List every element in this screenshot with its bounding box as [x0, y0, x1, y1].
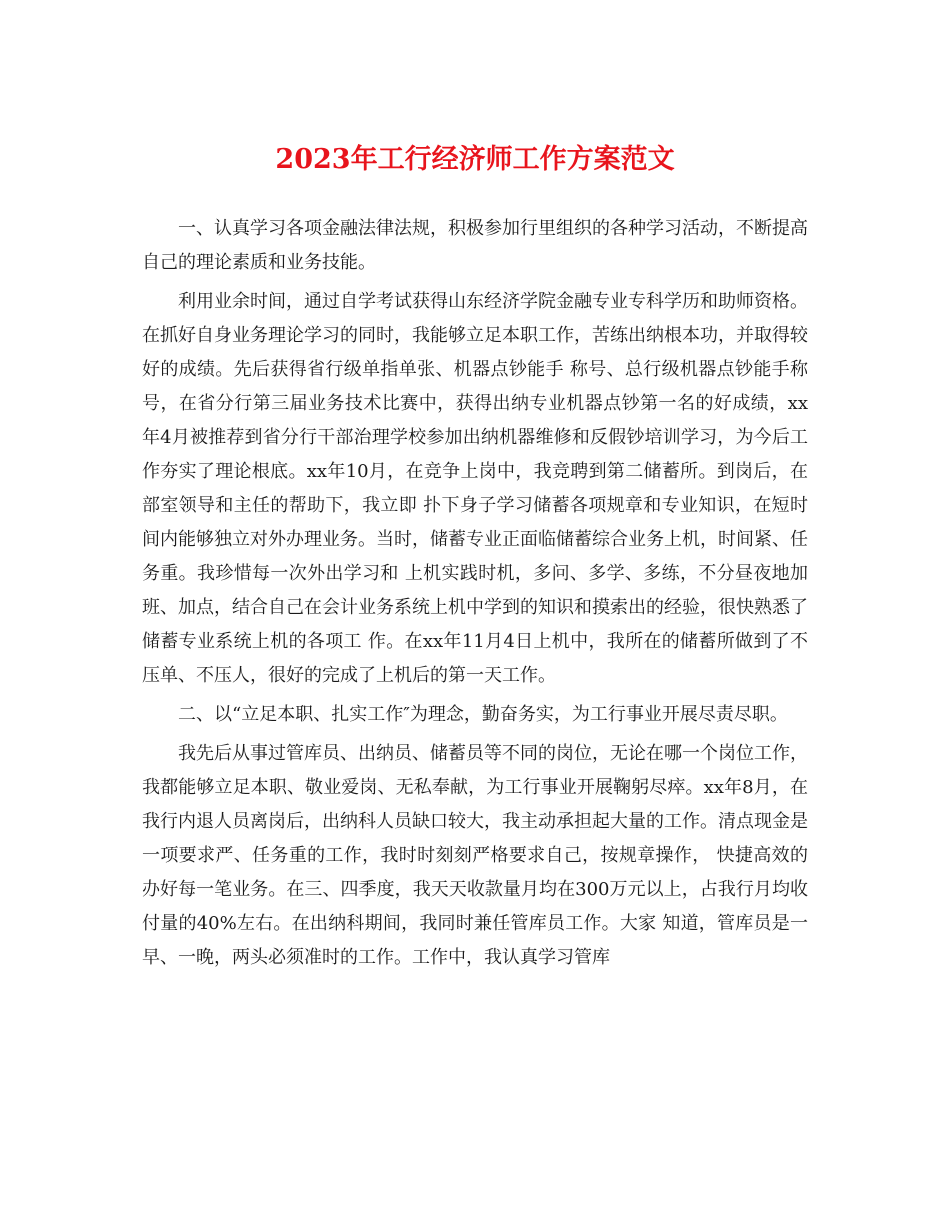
- paragraph-4: 我先后从事过管库员、出纳员、储蓄员等不同的岗位，无论在哪一个岗位工作，我都能够立足本职、敬业爱岗、无私奉献，为工行事业开展鞠躬尽瘁。xx年8月，在我行内退人员离岗后，出纳科人员缺口较大，我主动承担起大量的工作。清点现金是一项要求严、任务重的工作，我时时刻刻严格要求自己，按规章操作， 快捷高效的办好每一笔业务。在三、四季度，我天天收款量月均在300万元以上，占我行月均收付量的40%左右。在出纳科期间，我同时兼任管库员工作。大家 知道，管库员是一早、一晚，两头必须准时的工作。工作中，我认真学习管库: [142, 743, 808, 968]
- paragraph-2: 利用业余时间，通过自学考试获得山东经济学院金融专业专科学历和助师资格。在抓好自身业务理论学习的同时，我能够立足本职工作，苦练出纳根本功，并取得较好的成绩。先后获得省行级单指单张、机器点钞能手 称号、总行级机器点钞能手称号，在省分行第三届业务技术比赛中，获得出纳专业机器点钞第一名的好成绩，xx年4月被推荐到省分行干部治理学校参加出纳机器维修和反假钞培训学习，为今后工作夯实了理论根底。xx年10月，在竞争上岗中，我竞聘到第二储蓄所。到岗后，在部室领导和主任的帮助下，我立即 扑下身子学习储蓄各项规章和专业知识，在短时间内能够独立对外办理业务。当时，储蓄专业正面临储蓄综合业务上机，时间紧、任务重。我珍惜每一次外出学习和 上机实践时机，多问、多学、多练，不分昼夜地加班、加点，结合自己在会计业务系统上机中学到的知识和摸索出的经验，很快熟悉了储蓄专业系统上机的各项工 作。在xx年11月4日上机中，我所在的储蓄所做到了不压单、不压人，很好的完成了上机后的第一天工作。: [142, 291, 808, 686]
- document-body: [142, 212, 808, 980]
- paragraph-3: 二、以“立足本职、扎实工作″为理念，勤奋务实，为工行事业开展尽责尽职。: [178, 704, 788, 725]
- paragraph-1: 一、认真学习各项金融法律法规，积极参加行里组织的各种学习活动，不断提高自己的理论素质和业务技能。: [142, 218, 808, 273]
- document-title: 2023年工行经济师工作方案范文: [275, 144, 675, 175]
